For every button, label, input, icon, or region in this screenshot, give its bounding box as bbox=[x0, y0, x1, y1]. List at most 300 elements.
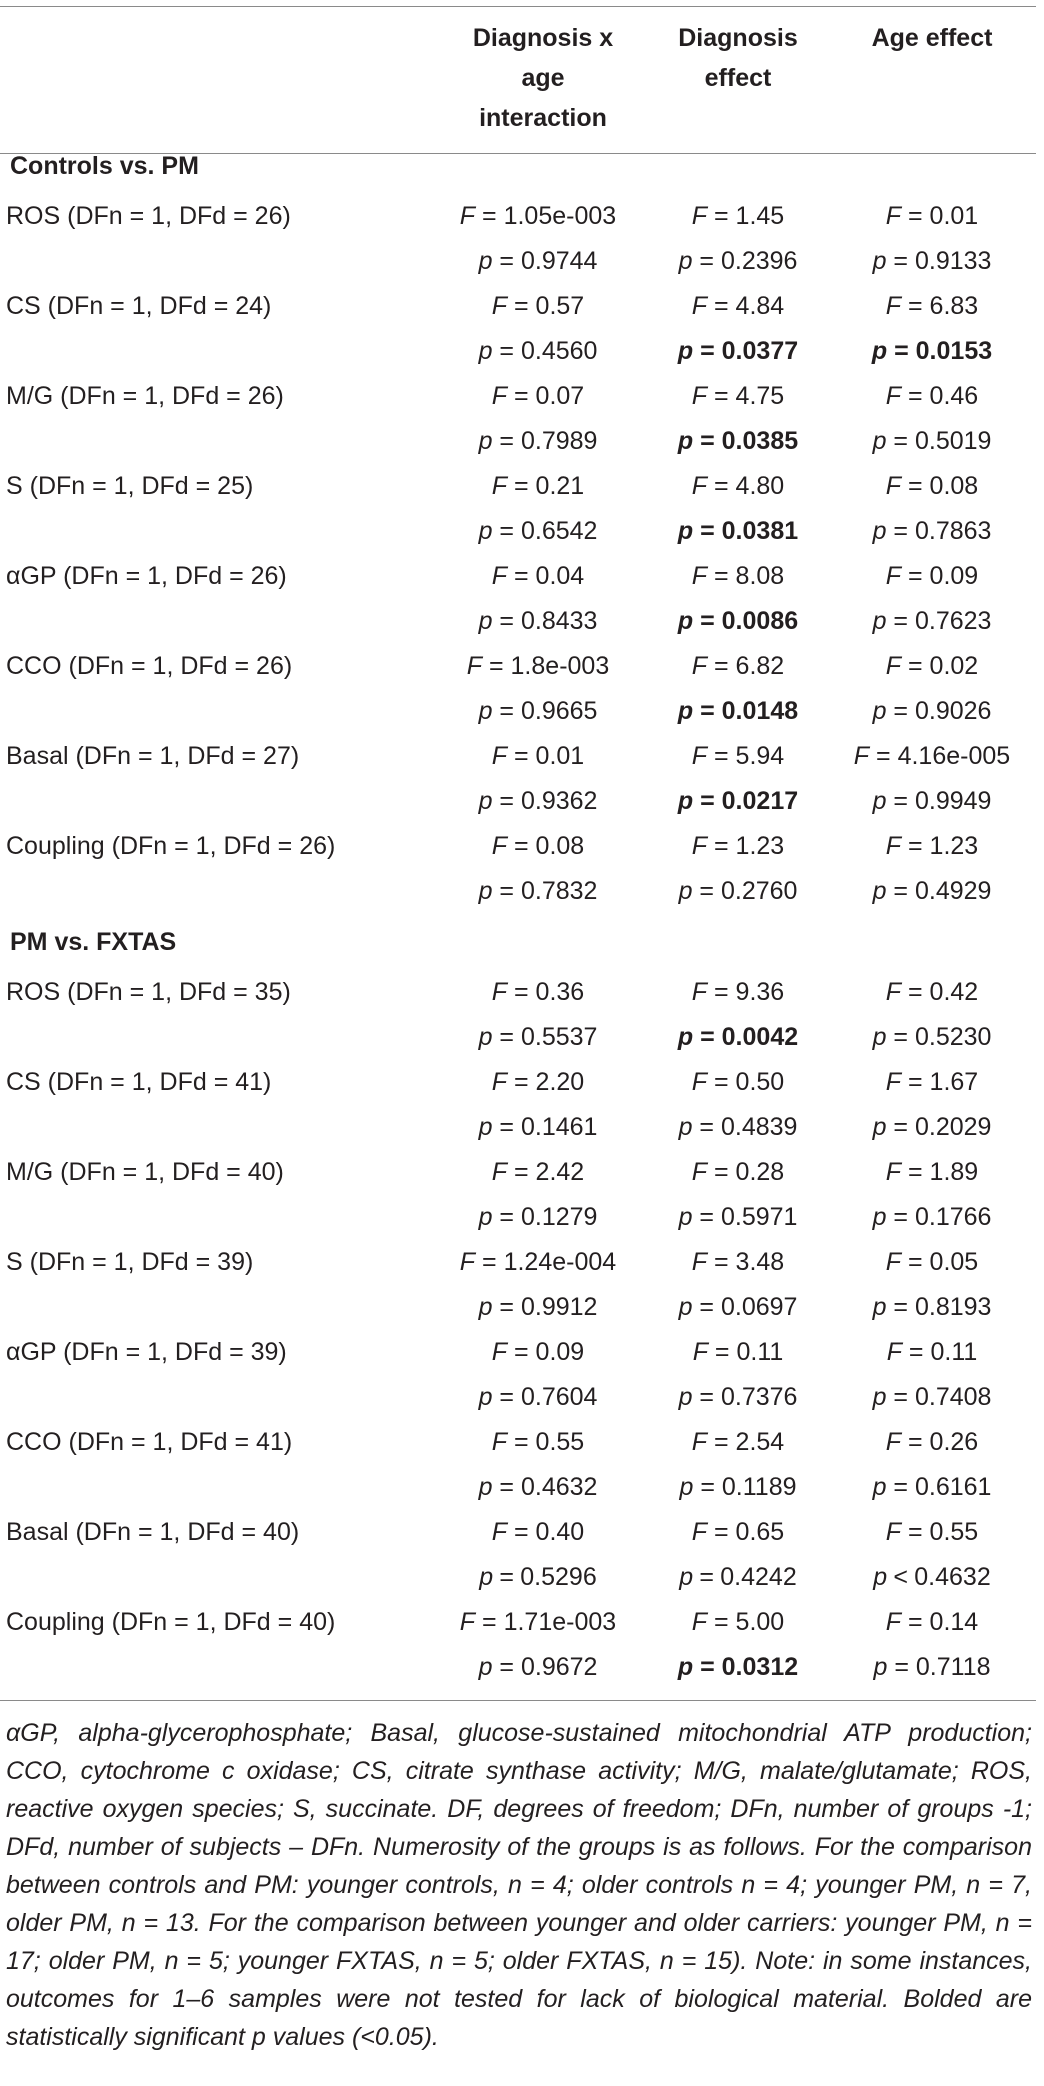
f-symbol: F bbox=[459, 202, 476, 230]
empty-cell bbox=[0, 1105, 428, 1150]
empty-cell bbox=[0, 1015, 428, 1060]
p-operator: = bbox=[492, 517, 521, 545]
f-symbol: F bbox=[885, 978, 902, 1006]
f-value-cell: F = 6.83 bbox=[885, 292, 979, 320]
f-symbol: F bbox=[885, 1248, 902, 1276]
p-value-cell bbox=[648, 329, 828, 374]
f-value: 0.01 bbox=[929, 202, 979, 230]
row-label: S (DFn = 1, DFd = 39) bbox=[6, 1248, 254, 1276]
p-value-cell bbox=[428, 1015, 648, 1060]
f-value-cell: F = 9.36 bbox=[691, 978, 785, 1006]
f-symbol: F bbox=[691, 978, 708, 1006]
p-symbol: p bbox=[677, 517, 694, 545]
p-value-cell bbox=[828, 1465, 1036, 1510]
p-symbol: p bbox=[478, 517, 493, 545]
f-symbol: F bbox=[491, 1518, 508, 1546]
f-value-cell: F = 5.94 bbox=[691, 742, 785, 770]
f-symbol: F bbox=[885, 472, 902, 500]
p-value: 0.0312 bbox=[721, 1653, 799, 1681]
f-symbol: F bbox=[491, 382, 508, 410]
p-value: 0.2029 bbox=[914, 1113, 992, 1141]
p-symbol: p bbox=[873, 1653, 888, 1681]
row-label: αGP (DFn = 1, DFd = 26) bbox=[6, 562, 287, 590]
p-value: 0.7863 bbox=[914, 517, 992, 545]
p-value-row bbox=[0, 1285, 1036, 1330]
f-value: 5.00 bbox=[735, 1608, 785, 1636]
p-value-cell bbox=[828, 779, 1036, 824]
p-value: 0.4632 bbox=[914, 1563, 991, 1591]
p-operator: = bbox=[886, 517, 915, 545]
f-value-cell: F = 0.57 bbox=[491, 292, 585, 320]
empty-cell bbox=[0, 1465, 428, 1510]
p-operator: = bbox=[693, 1473, 722, 1501]
p-symbol: p bbox=[872, 787, 887, 815]
p-symbol: p bbox=[872, 247, 887, 275]
p-operator: = bbox=[693, 787, 722, 815]
p-value-row bbox=[0, 509, 1036, 554]
p-symbol: p bbox=[479, 1563, 494, 1591]
f-statistic-row bbox=[0, 374, 1036, 419]
p-value: 0.9026 bbox=[914, 697, 992, 725]
f-value-cell: F = 8.08 bbox=[691, 562, 785, 590]
p-value: 0.0153 bbox=[915, 337, 993, 365]
f-value: 1.71e-003 bbox=[503, 1608, 617, 1636]
f-value: 0.28 bbox=[735, 1158, 785, 1186]
f-value: 8.08 bbox=[735, 562, 785, 590]
p-symbol: p bbox=[478, 697, 493, 725]
f-value: 1.67 bbox=[929, 1068, 979, 1096]
p-operator: = bbox=[692, 1113, 721, 1141]
f-symbol: F bbox=[691, 1428, 708, 1456]
p-value-cell bbox=[428, 1555, 648, 1600]
f-statistic-row bbox=[0, 1150, 1036, 1195]
f-symbol: F bbox=[491, 742, 508, 770]
p-value-row bbox=[0, 1555, 1036, 1600]
p-operator: = bbox=[692, 1203, 721, 1231]
p-operator: = bbox=[886, 787, 915, 815]
f-value-cell: F = 0.55 bbox=[491, 1428, 585, 1456]
f-value: 0.02 bbox=[929, 652, 979, 680]
p-operator: = bbox=[886, 1293, 915, 1321]
row-label: CS (DFn = 1, DFd = 24) bbox=[6, 292, 272, 320]
p-value-row bbox=[0, 869, 1036, 914]
p-value-cell bbox=[828, 1645, 1036, 1690]
p-symbol: p bbox=[872, 877, 887, 905]
f-value: 2.42 bbox=[535, 1158, 585, 1186]
p-value: 0.0697 bbox=[720, 1293, 798, 1321]
p-value-cell bbox=[828, 1195, 1036, 1240]
f-value: 9.36 bbox=[735, 978, 785, 1006]
f-symbol: F bbox=[691, 742, 708, 770]
f-symbol: F bbox=[885, 1518, 902, 1546]
row-label: αGP (DFn = 1, DFd = 39) bbox=[6, 1338, 287, 1366]
f-statistic-row bbox=[0, 464, 1036, 509]
p-value-cell bbox=[428, 239, 648, 284]
p-value-cell bbox=[648, 1285, 828, 1330]
f-value: 4.80 bbox=[735, 472, 785, 500]
f-symbol: F bbox=[459, 1608, 476, 1636]
p-symbol: p bbox=[677, 787, 694, 815]
f-value: 5.94 bbox=[735, 742, 785, 770]
row-label: M/G (DFn = 1, DFd = 26) bbox=[6, 382, 284, 410]
f-symbol: F bbox=[853, 742, 870, 770]
p-value-row bbox=[0, 1105, 1036, 1150]
f-value: 0.26 bbox=[929, 1428, 979, 1456]
f-symbol: F bbox=[691, 562, 708, 590]
f-symbol: F bbox=[885, 382, 902, 410]
p-value-cell bbox=[428, 329, 648, 374]
row-label: Basal (DFn = 1, DFd = 27) bbox=[6, 742, 300, 770]
f-value-cell: F = 6.82 bbox=[691, 652, 785, 680]
p-value-cell bbox=[428, 1285, 648, 1330]
p-operator: = bbox=[492, 337, 521, 365]
p-value-cell bbox=[828, 689, 1036, 734]
f-value-cell: F = 4.16e-005 bbox=[853, 742, 1011, 770]
f-value: 6.82 bbox=[735, 652, 785, 680]
f-statistic-row bbox=[0, 554, 1036, 599]
f-value-cell: F = 0.04 bbox=[491, 562, 585, 590]
p-value: 0.9362 bbox=[520, 787, 598, 815]
p-value: 0.0148 bbox=[721, 697, 799, 725]
f-value-cell: F = 0.26 bbox=[885, 1428, 979, 1456]
p-operator: = bbox=[492, 1653, 521, 1681]
f-symbol: F bbox=[885, 292, 902, 320]
f-value: 2.54 bbox=[735, 1428, 785, 1456]
f-value-cell: F = 1.24e-004 bbox=[459, 1248, 617, 1276]
p-symbol: p bbox=[677, 1023, 694, 1051]
p-symbol: p bbox=[872, 1203, 887, 1231]
f-symbol: F bbox=[691, 1158, 708, 1186]
f-value-cell: F = 0.65 bbox=[691, 1518, 785, 1546]
row-label: Coupling (DFn = 1, DFd = 40) bbox=[6, 1608, 336, 1636]
f-symbol: F bbox=[691, 652, 708, 680]
f-value-cell: F = 4.75 bbox=[691, 382, 785, 410]
empty-cell bbox=[0, 1195, 428, 1240]
p-value: 0.1279 bbox=[520, 1203, 598, 1231]
p-operator: = bbox=[492, 1383, 521, 1411]
f-value: 0.55 bbox=[929, 1518, 979, 1546]
f-symbol: F bbox=[491, 1068, 508, 1096]
p-value-cell bbox=[428, 419, 648, 464]
f-value: 1.24e-004 bbox=[503, 1248, 617, 1276]
p-symbol: p bbox=[679, 1473, 694, 1501]
f-value: 0.11 bbox=[930, 1338, 978, 1366]
f-symbol: F bbox=[691, 382, 708, 410]
p-operator: = bbox=[886, 877, 915, 905]
f-symbol: F bbox=[885, 1068, 902, 1096]
p-value-cell bbox=[428, 779, 648, 824]
f-value-cell: F = 0.50 bbox=[691, 1068, 785, 1096]
f-symbol: F bbox=[885, 652, 902, 680]
empty-cell bbox=[0, 239, 428, 284]
p-value: 0.5296 bbox=[520, 1563, 597, 1591]
p-value-cell bbox=[428, 869, 648, 914]
p-operator: = bbox=[886, 1473, 915, 1501]
f-value-cell: F = 4.84 bbox=[691, 292, 785, 320]
p-value-cell bbox=[828, 329, 1036, 374]
p-symbol: p bbox=[677, 1653, 694, 1681]
p-symbol: p bbox=[677, 427, 694, 455]
p-symbol: p bbox=[678, 1383, 693, 1411]
p-value-cell bbox=[428, 1105, 648, 1150]
f-value: 0.01 bbox=[535, 742, 585, 770]
f-value: 1.23 bbox=[929, 832, 979, 860]
f-value: 1.23 bbox=[735, 832, 785, 860]
p-value: 0.0217 bbox=[721, 787, 799, 815]
p-value-cell bbox=[648, 599, 828, 644]
f-value: 0.09 bbox=[535, 1338, 585, 1366]
p-value-cell bbox=[828, 1285, 1036, 1330]
p-value-cell bbox=[828, 239, 1036, 284]
p-value: 0.0042 bbox=[721, 1023, 799, 1051]
row-label: CCO (DFn = 1, DFd = 41) bbox=[6, 1428, 293, 1456]
p-value: 0.5971 bbox=[720, 1203, 798, 1231]
p-value: 0.7376 bbox=[720, 1383, 798, 1411]
f-symbol: F bbox=[691, 1248, 708, 1276]
f-value-cell: F = 0.28 bbox=[691, 1158, 785, 1186]
p-value: 0.8433 bbox=[520, 607, 598, 635]
p-value-row bbox=[0, 689, 1036, 734]
p-symbol: p bbox=[677, 337, 694, 365]
p-value-row bbox=[0, 1195, 1036, 1240]
p-operator: = bbox=[693, 517, 722, 545]
p-value-cell bbox=[828, 869, 1036, 914]
empty-cell bbox=[0, 1555, 428, 1600]
f-symbol: F bbox=[491, 1338, 508, 1366]
p-value: 0.6161 bbox=[914, 1473, 992, 1501]
p-operator: = bbox=[499, 1563, 515, 1591]
p-operator: = bbox=[886, 1023, 915, 1051]
p-value-cell bbox=[648, 869, 828, 914]
p-operator: = bbox=[492, 247, 521, 275]
row-label: Coupling (DFn = 1, DFd = 26) bbox=[6, 832, 336, 860]
f-symbol: F bbox=[885, 1158, 902, 1186]
f-symbol: F bbox=[491, 978, 508, 1006]
f-statistic-row bbox=[0, 1240, 1036, 1285]
f-value: 6.83 bbox=[929, 292, 979, 320]
f-value: 1.05e-003 bbox=[503, 202, 617, 230]
f-symbol: F bbox=[885, 562, 902, 590]
f-value-cell: F = 1.8e-003 bbox=[466, 652, 610, 680]
row-label: Basal (DFn = 1, DFd = 40) bbox=[6, 1518, 300, 1546]
p-symbol: p bbox=[678, 1293, 693, 1321]
p-value-cell bbox=[648, 1645, 828, 1690]
p-value: 0.9744 bbox=[520, 247, 598, 275]
p-value-row bbox=[0, 1375, 1036, 1420]
row-label: CCO (DFn = 1, DFd = 26) bbox=[6, 652, 293, 680]
p-symbol: p bbox=[872, 1473, 887, 1501]
p-operator: = bbox=[886, 1113, 915, 1141]
p-symbol: p bbox=[478, 787, 493, 815]
f-symbol: F bbox=[691, 202, 708, 230]
f-symbol: F bbox=[691, 1518, 708, 1546]
p-value: 0.9665 bbox=[520, 697, 598, 725]
f-symbol: F bbox=[691, 1608, 708, 1636]
f-value: 2.20 bbox=[535, 1068, 585, 1096]
p-value-cell bbox=[648, 779, 828, 824]
f-statistic-row bbox=[0, 1060, 1036, 1105]
p-symbol: p bbox=[872, 517, 887, 545]
p-value-cell bbox=[648, 1375, 828, 1420]
p-value-cell bbox=[648, 1465, 828, 1510]
p-operator: = bbox=[886, 247, 915, 275]
p-operator: = bbox=[492, 607, 521, 635]
f-statistic-row bbox=[0, 1600, 1036, 1645]
p-value-cell bbox=[648, 689, 828, 734]
table-body bbox=[0, 138, 1036, 1690]
f-statistic-row bbox=[0, 824, 1036, 869]
p-value-cell bbox=[428, 1195, 648, 1240]
p-value-cell bbox=[648, 1105, 828, 1150]
p-symbol: p bbox=[872, 1383, 887, 1411]
header-interaction: Diagnosis x age interaction bbox=[472, 24, 614, 132]
f-symbol: F bbox=[692, 1338, 708, 1366]
p-symbol: p bbox=[678, 247, 693, 275]
p-symbol: p bbox=[478, 607, 493, 635]
empty-cell bbox=[0, 1375, 428, 1420]
p-value: 0.5537 bbox=[520, 1023, 598, 1051]
f-symbol: F bbox=[459, 1248, 476, 1276]
empty-cell bbox=[0, 329, 428, 374]
p-value: 0.1461 bbox=[520, 1113, 598, 1141]
f-value-cell: F = 0.46 bbox=[885, 382, 979, 410]
f-value-cell: F = 0.42 bbox=[885, 978, 979, 1006]
p-symbol: p bbox=[478, 247, 493, 275]
p-value-cell bbox=[428, 1375, 648, 1420]
p-operator: = bbox=[699, 1563, 715, 1591]
f-value: 0.14 bbox=[929, 1608, 979, 1636]
f-value: 4.75 bbox=[735, 382, 785, 410]
f-value-cell: F = 2.42 bbox=[491, 1158, 585, 1186]
p-symbol: p bbox=[478, 1293, 493, 1321]
p-operator: = bbox=[692, 247, 721, 275]
header-age: Age effect bbox=[871, 24, 993, 52]
p-value-cell bbox=[828, 1555, 1036, 1600]
p-value: 0.7408 bbox=[914, 1383, 992, 1411]
f-value-cell: F = 1.71e-003 bbox=[459, 1608, 617, 1636]
p-value-cell bbox=[648, 1195, 828, 1240]
f-value-cell: F = 0.02 bbox=[885, 652, 979, 680]
p-symbol: p bbox=[679, 1563, 694, 1591]
f-statistic-row bbox=[0, 194, 1036, 239]
p-operator: = bbox=[492, 1113, 521, 1141]
f-symbol: F bbox=[691, 472, 708, 500]
p-value: 0.7832 bbox=[520, 877, 598, 905]
p-symbol: p bbox=[678, 877, 693, 905]
f-value: 3.48 bbox=[735, 1248, 785, 1276]
p-value: 0.6542 bbox=[520, 517, 598, 545]
f-value: 0.11 bbox=[736, 1338, 784, 1366]
p-value-cell bbox=[828, 1105, 1036, 1150]
f-value: 0.55 bbox=[535, 1428, 585, 1456]
f-value: 0.04 bbox=[535, 562, 585, 590]
f-value-cell: F = 0.07 bbox=[491, 382, 585, 410]
f-value: 0.21 bbox=[535, 472, 585, 500]
f-value-cell: F = 2.20 bbox=[491, 1068, 585, 1096]
p-operator: = bbox=[886, 1383, 915, 1411]
p-value: 0.0385 bbox=[721, 427, 799, 455]
p-symbol: p bbox=[871, 337, 888, 365]
p-operator: = bbox=[492, 1203, 521, 1231]
p-symbol: p bbox=[478, 877, 493, 905]
p-symbol: p bbox=[872, 1113, 887, 1141]
f-value-cell: F = 0.11 bbox=[886, 1338, 978, 1366]
p-value-cell bbox=[828, 509, 1036, 554]
p-symbol: p bbox=[872, 427, 887, 455]
f-value: 0.08 bbox=[535, 832, 585, 860]
header-label bbox=[0, 0, 428, 138]
f-symbol: F bbox=[491, 832, 508, 860]
p-operator: = bbox=[692, 877, 721, 905]
p-operator: = bbox=[693, 1653, 722, 1681]
f-value-cell: F = 0.21 bbox=[491, 472, 585, 500]
p-symbol: p bbox=[872, 697, 887, 725]
p-symbol: p bbox=[478, 1203, 493, 1231]
p-value-cell bbox=[648, 509, 828, 554]
p-symbol: p bbox=[872, 607, 887, 635]
f-value-cell: F = 4.80 bbox=[691, 472, 785, 500]
f-value: 0.36 bbox=[535, 978, 585, 1006]
p-value: 0.9672 bbox=[520, 1653, 598, 1681]
p-value: 0.9912 bbox=[520, 1293, 598, 1321]
f-value-cell: F = 0.08 bbox=[885, 472, 979, 500]
f-value-cell: F = 3.48 bbox=[691, 1248, 785, 1276]
f-symbol: F bbox=[491, 472, 508, 500]
p-operator: = bbox=[492, 697, 521, 725]
f-value-cell: F = 0.09 bbox=[491, 1338, 585, 1366]
p-symbol: p bbox=[478, 1023, 493, 1051]
f-value-cell: F = 2.54 bbox=[691, 1428, 785, 1456]
p-operator: = bbox=[692, 1293, 721, 1321]
p-value: 0.7623 bbox=[914, 607, 992, 635]
p-operator: = bbox=[492, 787, 521, 815]
f-symbol: F bbox=[885, 1428, 902, 1456]
f-symbol: F bbox=[491, 1158, 508, 1186]
p-value-cell bbox=[428, 509, 648, 554]
p-value-cell bbox=[648, 239, 828, 284]
p-operator: = bbox=[492, 1293, 521, 1321]
p-value-row bbox=[0, 779, 1036, 824]
empty-cell bbox=[0, 869, 428, 914]
p-symbol: p bbox=[478, 337, 493, 365]
p-value: 0.0377 bbox=[721, 337, 799, 365]
f-value-cell: F = 1.23 bbox=[691, 832, 785, 860]
row-label: ROS (DFn = 1, DFd = 35) bbox=[6, 978, 291, 1006]
p-value: 0.5230 bbox=[914, 1023, 992, 1051]
p-value-cell bbox=[828, 1015, 1036, 1060]
f-symbol: F bbox=[691, 292, 708, 320]
p-operator: = bbox=[692, 1383, 721, 1411]
f-value-cell: F = 1.23 bbox=[885, 832, 979, 860]
bottom-rule bbox=[0, 1700, 1036, 1701]
p-value: 0.7118 bbox=[915, 1653, 991, 1681]
f-value: 0.07 bbox=[535, 382, 585, 410]
p-value-row bbox=[0, 419, 1036, 464]
p-value-cell bbox=[828, 1375, 1036, 1420]
f-statistic-row bbox=[0, 1420, 1036, 1465]
row-label: S (DFn = 1, DFd = 25) bbox=[6, 472, 254, 500]
p-operator: = bbox=[492, 877, 521, 905]
f-value-cell: F = 0.05 bbox=[885, 1248, 979, 1276]
empty-cell bbox=[0, 1645, 428, 1690]
p-value: 0.4242 bbox=[720, 1563, 797, 1591]
f-symbol: F bbox=[491, 562, 508, 590]
f-value: 0.08 bbox=[929, 472, 979, 500]
f-value: 0.46 bbox=[929, 382, 979, 410]
p-value: 0.7989 bbox=[520, 427, 598, 455]
f-value-cell: F = 0.09 bbox=[885, 562, 979, 590]
f-value-cell: F = 0.14 bbox=[885, 1608, 979, 1636]
